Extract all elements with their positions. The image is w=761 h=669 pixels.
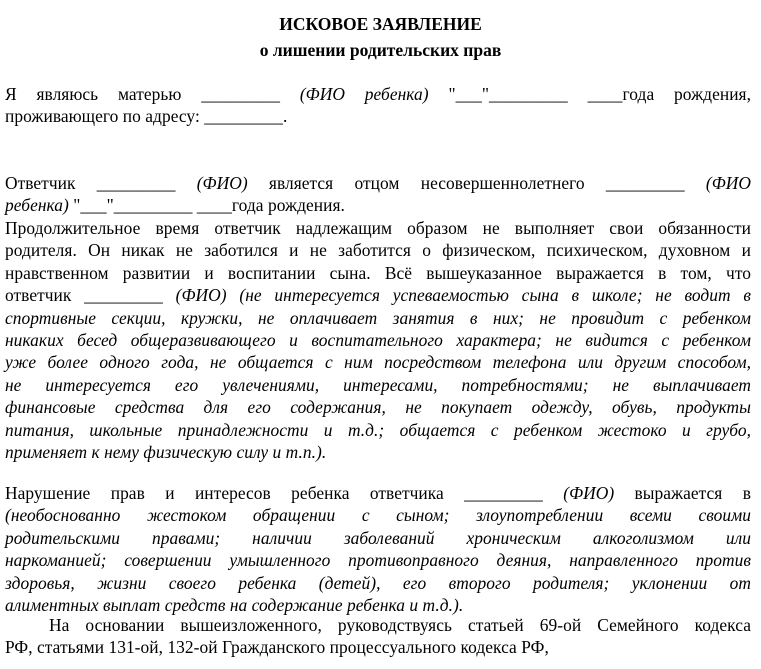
document-title: ИСКОВОЕ ЗАЯВЛЕНИЕ xyxy=(279,14,482,34)
text-fragment: Нарушение прав и интересов ребенка ответчика _________ xyxy=(5,483,564,503)
text-fragment: Ответчик _________ xyxy=(5,173,197,193)
paragraph-line: спортивные секции, кружки, не оплачивает занятия в них; не провидит с ребенком xyxy=(5,307,751,328)
paragraph-line: (необоснованно жестоком обращении с сыном; злоупотреблении всеми своими xyxy=(5,505,751,526)
text-fragment: является отцом несовершеннолетнего _________ xyxy=(247,173,706,193)
paragraph-obligations xyxy=(5,217,751,463)
paragraph-line: РФ, статьями 131-ой, 132-ой Гражданского процессуального кодекса РФ, xyxy=(5,637,549,658)
paragraph-line: нравственном развитии и воспитании сына. Всё вышеуказанное выражается в том, что xyxy=(5,262,751,283)
paragraph-line: родительскими правами; наличии заболеваний хроническим алкоголизмом или xyxy=(5,527,751,548)
paragraph-line xyxy=(5,284,751,306)
paragraph-defendant xyxy=(5,172,751,217)
paragraph-line: наркоманией; совершении умышленного противоправного деяния, направленного против xyxy=(5,550,751,571)
paragraph-line: На основании вышеизложенного, руководствуясь статьей 69-ой Семейного кодекса xyxy=(49,615,751,635)
paragraph-line: Продолжительное время ответчик надлежащим образом не выполняет свои обязанности xyxy=(5,218,751,238)
paragraph-line: уже более одного года, не общается с ним посредством телефона или другим способом, xyxy=(5,352,751,373)
paragraph-violations xyxy=(5,482,751,616)
placeholder-defendant-name: (ФИО) xyxy=(563,483,615,503)
text-fragment: "___"_________ ____года рождения. xyxy=(68,195,345,216)
paragraph-legal-basis xyxy=(5,614,751,659)
paragraph-line: никаких бесед общеразвивающего и воспитательного характера; не видится с ребенком xyxy=(5,330,751,351)
text-fragment: ответчик _________ xyxy=(5,285,176,306)
paragraph-line xyxy=(5,83,751,105)
paragraph-line: проживающего по адресу: _________. xyxy=(5,106,288,127)
document-subtitle: о лишении родительских прав xyxy=(259,40,502,60)
paragraph-line: здоровья, жизни своего ребенка (детей), его второго родителя; уклонении от xyxy=(5,572,751,593)
paragraph-line xyxy=(5,482,751,504)
paragraph-line: применяет к нему физическую силу и т.п.). xyxy=(5,442,327,463)
text-fragment: Я являюсь матерью _________ xyxy=(5,84,300,104)
text-fragment-italic: (ФИО) (не интересуется успеваемостью сына в школе; не водит в xyxy=(175,285,751,306)
placeholder-defendant-name: (ФИО) xyxy=(196,173,248,193)
paragraph-line: родителя. Он никак не заботился и не заботится о физическом, психическом, духовном и xyxy=(5,240,751,261)
paragraph-plaintiff xyxy=(5,83,751,128)
paragraph-line xyxy=(5,172,751,194)
paragraph-line xyxy=(5,194,751,216)
paragraph-line: питания, школьные принадлежности и т.д.; общается с ребенком жестоко и грубо, xyxy=(5,419,751,440)
paragraph-line: не интересуется его увлечениями, интересами, потребностями; не выплачивает xyxy=(5,374,751,395)
placeholder-child-name: (ФИО ребенка) xyxy=(299,84,429,104)
placeholder-child-name-cont: ребенка) xyxy=(5,195,69,216)
text-fragment: "___"_________ ____года рождения, xyxy=(428,84,752,104)
text-fragment: выражается в xyxy=(614,483,751,503)
paragraph-line: финансовые средства для его содержания, не покупает одежду, обувь, продукты xyxy=(5,397,751,418)
placeholder-child-name: (ФИО xyxy=(705,173,751,193)
paragraph-line: алиментных выплат средств на содержание ребенка и т.д.). xyxy=(5,595,464,616)
